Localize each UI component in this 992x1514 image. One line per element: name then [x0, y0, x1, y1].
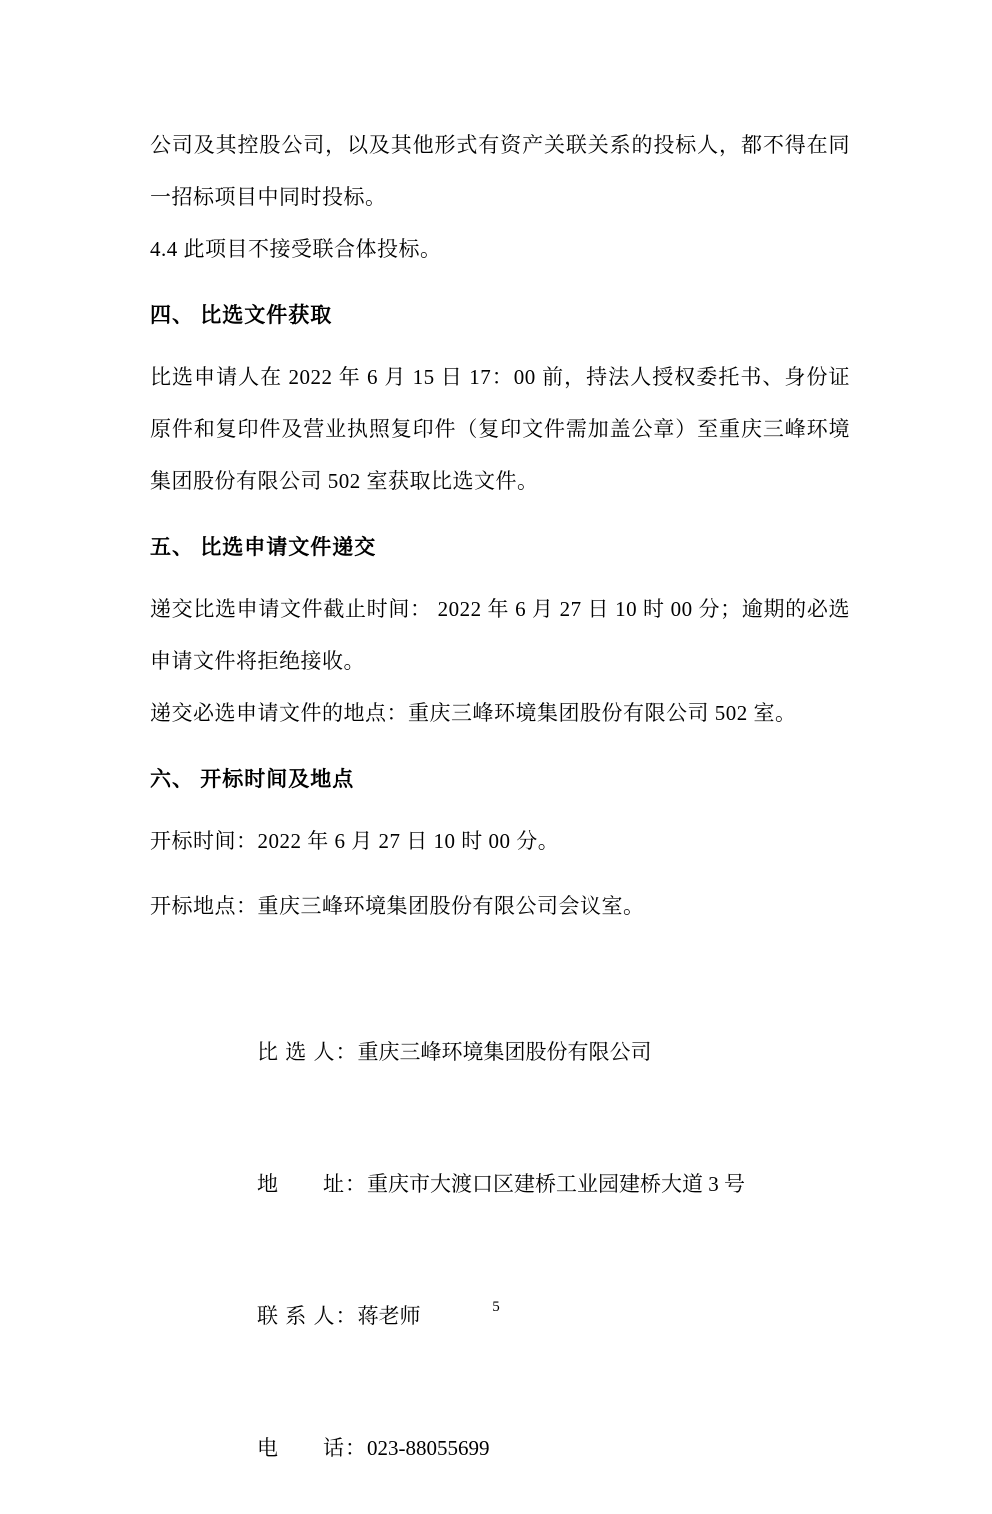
section-heading-4: 四、 比选文件获取: [150, 303, 333, 327]
paragraph-carryover: 公司及其控股公司，以及其他形式有资产关联关系的投标人，都不得在同一招标项目中同时投标。: [150, 133, 850, 209]
contact-value: 重庆三峰环境集团股份有限公司: [357, 1040, 652, 1064]
section-4-paragraph-1: 比选申请人在 2022 年 6 月 15 日 17：00 前，持法人授权委托书、身份证原件和复印件及营业执照复印件（复印文件需加盖公章）至重庆三峰环境集团股份有限公司 502 室获取比选文件。: [150, 365, 850, 493]
contact-block: [215, 986, 850, 1514]
contact-row-address: [215, 1118, 850, 1250]
contact-label: 比 选 人：: [257, 1040, 358, 1064]
section-5-paragraph-2: 递交必选申请文件的地点：重庆三峰环境集团股份有限公司 502 室。: [150, 701, 797, 725]
contact-row-phone: [215, 1382, 850, 1514]
paragraph-clause-4-4: 4.4 此项目不接受联合体投标。: [150, 237, 442, 261]
section-6-paragraph-2: 开标地点：重庆三峰环境集团股份有限公司会议室。: [150, 894, 645, 918]
page-number: 5: [492, 1299, 500, 1315]
contact-value: 蒋老师: [357, 1304, 421, 1328]
section-6-paragraph-1: 开标时间：2022 年 6 月 27 日 10 时 00 分。: [150, 829, 560, 853]
contact-value: 023-88055699: [367, 1436, 490, 1460]
section-5-paragraph-1: 递交比选申请文件截止时间： 2022 年 6 月 27 日 10 时 00 分；逾期的必选申请文件将拒绝接收。: [150, 597, 850, 673]
contact-label: 电 话：: [257, 1436, 367, 1460]
section-heading-6: 六、 开标时间及地点: [150, 767, 355, 791]
contact-value: 重庆市大渡口区建桥工业园建桥大道 3 号: [367, 1172, 745, 1196]
contact-row-person: [215, 1250, 850, 1382]
contact-row-bixuanren: [215, 986, 850, 1118]
contact-label: 联 系 人：: [257, 1304, 358, 1328]
contact-label: 地 址：: [257, 1172, 367, 1196]
page-footer: [0, 1298, 992, 1316]
section-heading-5: 五、 比选申请文件递交: [150, 535, 377, 559]
